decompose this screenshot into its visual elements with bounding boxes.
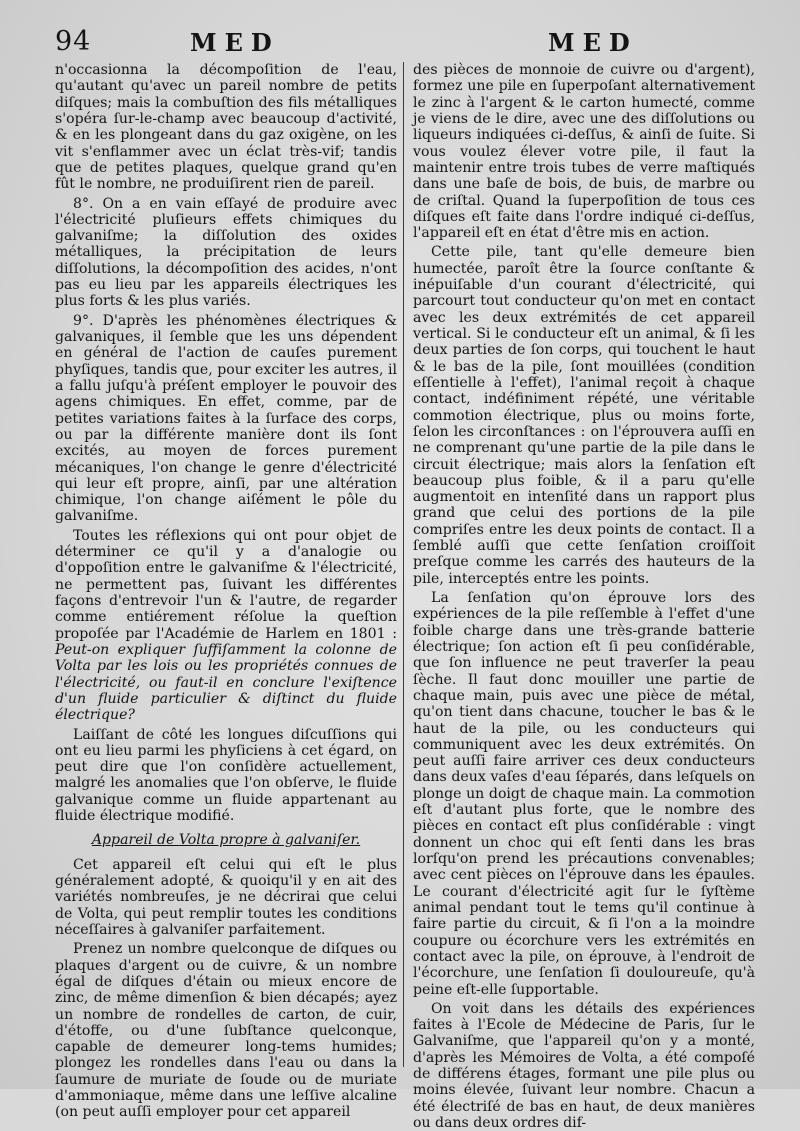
harlem-question: Peut-on expliquer ſuffiſamment la colonne de Volta par les lois ou les propriétés connues de l'électricité, ou faut-il en conclure l'exiſtence d'un fluide particulier & diſtinct du fluide électrique? bbox=[55, 641, 397, 724]
column-divider bbox=[403, 62, 404, 1067]
section-heading: Appareil de Volta propre à galvaniſer. bbox=[91, 832, 361, 849]
right-column bbox=[413, 62, 755, 1131]
paragraph-text: Toutes les réflexions qui ont pour objet de déterminer ce qu'il y a d'analogie ou d'oppoſition entre le galvaniſme & l'électricité, ne permettent pas, ſuivant les différentes façons d'entrevoir l'un & l'autre, de regarder comme entiérement réſolue la queſtion propoſée par l'Académie de Harlem en 1801 : bbox=[55, 527, 397, 642]
running-head-left: MED bbox=[190, 28, 280, 57]
paragraph: Prenez un nombre quelconque de diſques ou plaques d'argent ou de cuivre, & un nombre égal de diſques d'étain ou mieux encore de zinc, de même dimenſion & bien décapés; ayez un nombre de rondelles de carton, de cuir, d'étoffe, ou d'une ſubſtance quelconque, capable de demeurer long-tems humides; plongez les rondelles dans l'eau ou dans la ſaumure de muriate de ſoude ou de muriate d'ammoniaque, même dans une leſſive alcaline (on peut auſſi employer pour cet appareil bbox=[55, 941, 397, 1121]
page-number: 94 bbox=[55, 26, 92, 57]
paragraph: On voit dans les détails des expériences faites à l'Ecole de Médecine de Paris, ſur le Galvaniſme, que l'appareil qu'on y a monté, d'après les Mémoires de Volta, a été compoſé de différens étages, formant une pile plus ou moins élevée, ſuivant leur nombre. Chacun a été électriſé de bas en haut, de deux manières ou dans deux ordres dif- bbox=[413, 1000, 755, 1131]
paragraph bbox=[55, 528, 397, 724]
paragraph: des pièces de monnoie de cuivre ou d'argent), formez une pile en ſuperpoſant alternativement le zinc à l'argent & le carton humecté, comme je viens de le dire, avec une des diſſolutions ou liqueurs indiquées ci-deſſus, & ainſi de ſuite. Si vous voulez élever votre pile, il faut la maintenir entre trois tubes de verre maſtiqués dans une baſe de bois, de buis, de marbre ou de criſtal. Quand la ſuperpoſition de tous ces diſques eſt faite dans l'ordre indiqué ci-deſſus, l'appareil eſt en état d'être mis en action. bbox=[413, 62, 755, 242]
left-column bbox=[55, 62, 397, 1121]
paragraph: n'occasionna la décompoſition de l'eau, qu'autant qu'avec un pareil nombre de petits diſques; mais la combuſtion des fils métalliques s'opéra ſur-le-champ avec beaucoup d'activité, & en les plongeant dans du gaz oxigène, on les vit s'enflammer avec un éclat très-vif; tandis que de petites plaques, quelque grand qu'en fût le nombre, ne produiſirent rien de pareil. bbox=[55, 62, 397, 193]
paragraph: La ſenſation qu'on éprouve lors des expériences de la pile reſſemble à l'effet d'une foible charge dans une très-grande batterie électrique; ſon action eſt ſi peu conſidérable, que ſon influence ne peut traverſer la peau ſèche. Il faut donc mouiller une partie de chaque main, puis avec une pièce de métal, qu'on tient dans chacune, toucher le bas & le haut de la pile, ou les conducteurs qui communiquent avec les deux extrémités. On peut auſſi faire arriver ces deux conducteurs dans deux vaſes d'eau ſéparés, dans leſquels on plonge un doigt de chaque main. La commotion eſt d'autant plus forte, que le nombre des pièces en contact eſt plus conſidérable : vingt donnent un choc qui eſt ſenti dans les bras lorſqu'on prend les précautions convenables; avec cent pièces on l'éprouve dans les épaules. Le courant d'électricité agit ſur le ſyſtème animal pendant tout le tems qu'il continue à faire partie du circuit, & ſi l'on a la moindre coupure ou écorchure vers les extrémités en contact avec la pile, on éprouve, à l'endroit de l'écorchure, une ſenſation ſi douloureuſe, qu'à peine eſt-elle ſupportable. bbox=[413, 590, 755, 998]
paragraph: Cet appareil eſt celui qui eſt le plus généralement adopté, & quoiqu'il y en ait des variétés nombreuſes, je ne décrirai que celui de Volta, qui peut remplir toutes les conditions néceſſaires à galvaniſer parfaitement. bbox=[55, 856, 397, 938]
paragraph: 8°. On a en vain eſſayé de produire avec l'électricité pluſieurs effets chimiques du galvaniſme; la diſſolution des oxides métalliques, la précipitation de leurs diſſolutions, la décompoſition des acides, n'ont pas eu lieu par les appareils électriques les plus forts & les plus variés. bbox=[55, 195, 397, 310]
paragraph: Laiſſant de côté les longues diſcuſſions qui ont eu lieu parmi les phyſiciens à cet égard, on peut dire que l'on conſidère actuellement, malgré les anomalies que l'on obſerve, le fluide galvanique comme un fluide appartenant au fluide électrique modifié. bbox=[55, 726, 397, 825]
running-head-right: MED bbox=[548, 28, 638, 57]
paragraph: Cette pile, tant qu'elle demeure bien humectée, paroît être la ſource conſtante & inépuiſable d'un courant d'électricité, qui parcourt tout conducteur qu'on met en contact avec les deux extrémités de cet appareil vertical. Si le conducteur eſt un animal, & ſi les deux parties de ſon corps, qui touchent le haut & le bas de la pile, ſont mouillées (condition eſſentielle à l'effet), l'animal reçoit à chaque contact, indéfiniment répété, une véritable commotion électrique, plus ou moins forte, ſelon les circonſtances : on l'éprouvera auſſi en ne comprenant qu'une partie de la pile dans le circuit électrique; mais alors la ſenſation eſt beaucoup plus foible, & il a paru qu'elle augmentoit en intenſité dans un rapport plus grand que celui des portions de la pile compriſes entre les deux points de contact. Il a ſemblé auſſi que cette ſenſation croiſſoit preſque comme les carrés des hauteurs de la pile, interceptés entre les points. bbox=[413, 244, 755, 587]
paragraph: 9°. D'après les phénomènes électriques & galvaniques, il ſemble que les uns dépendent en général de l'action de cauſes purement phyſiques, tandis que, pour exciter les autres, il a fallu juſqu'à préſent employer le pouvoir des agens chimiques. En effet, comme, par de petites variations faites à la ſurface des corps, ou par la différente manière dont ils ſont excités, au moyen de forces purement mécaniques, l'on change le genre d'électricité qui leur eſt propre, ainſi, par une altération chimique, l'on change aiſément le pôle du galvaniſme. bbox=[55, 312, 397, 525]
